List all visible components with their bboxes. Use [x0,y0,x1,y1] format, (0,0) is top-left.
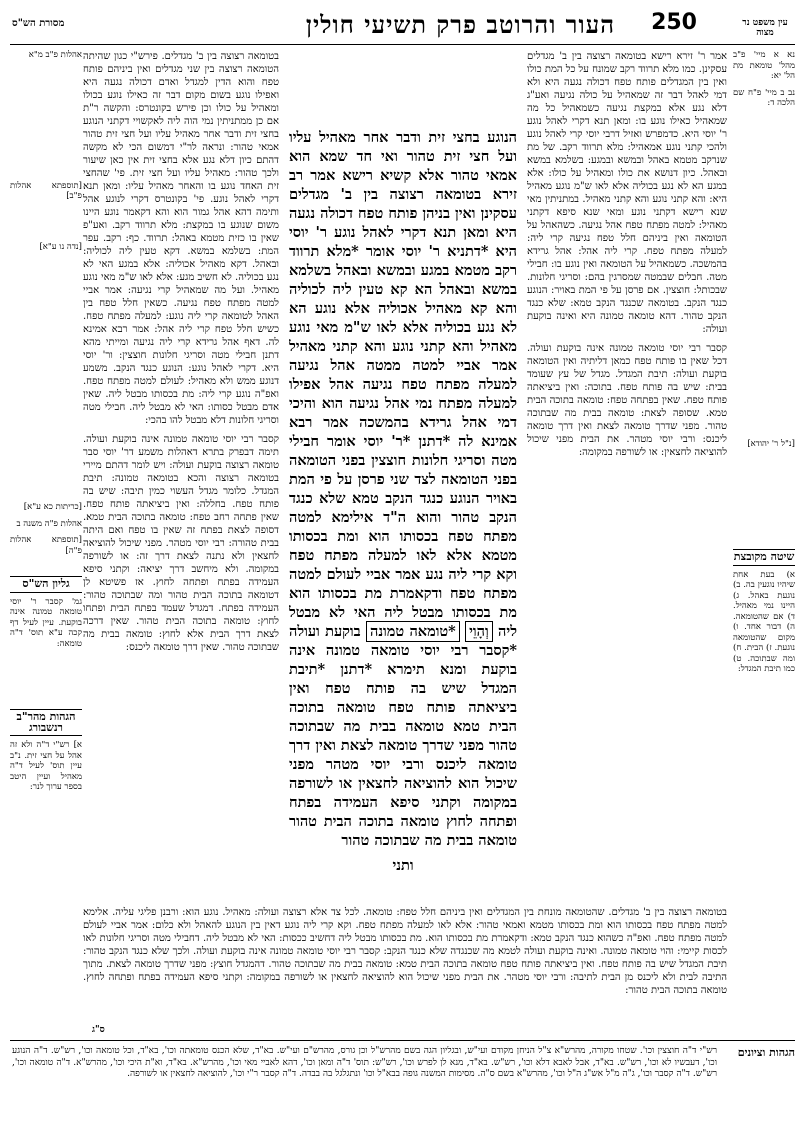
page-header [0,10,805,40]
gilyon-title: גליון הש"ס [10,576,82,593]
catchword-bottom: ס"ג [92,1025,105,1035]
masoret-entry: אהלות פ"ה משנה ב [16,518,82,529]
left-margin [10,50,82,1070]
gemara-text: בוקעת ועולה *קסבר רבי יוסי טומאה טמונה אינה בוקעת ומנא תימרא *דתנן *תיבת המגדל שיש בה פותח טפח ואין ביציאתה פותח טפח טומאה בתוכה הבית טמא טומאה בבית מה שבתוכה טהור מפני שדרך טומאה לצאת ואין דרך טומאה ליכנס ורבי יוסי מטהר מפני שיכול הוא להוציאה לחצאין או לשורפה במקומה וקתני סיפא העמידה בפתח ופתחה לחוץ טומאה בתוכה הבית טהור טומאה בבית מה שבתוכה טהור [289,623,517,849]
ein-mishpat-label: עין משפט נר מצוה [742,18,788,38]
header-divider [10,44,795,45]
footer-label: הגהות וציונים [737,1046,795,1059]
rashi-paragraph: קסבר רבי יוסי טומאה טמונה אינה בוקעת ועולה. דכל שאין בו פותח טפח כמאן דליתיה ואין הטומאה בוקעת ועולה: תיבת המגדל. מגדל של עץ שעומד בבית: שיש בה פותח טפח. בתוכה: ואין ביציאתה פותח טפח. שאין בפתחה טפח: טומאה בתוכה הבית טמא. שסופה לצאת: טומאה בבית מה שבתוכה טהור. מפני שדרך טומאה לצאת ואין דרך טומאה ליכנס: ורבי יוסי מטהר. את הבית מפני שיכול להוציאה לחצאין: או לשורפה במקומה: [527,343,727,458]
masoret-entry: [נדה נו ע"א] [39,241,82,252]
masoret-entry: [כריתות כא ע"א] [23,502,82,512]
gemara-column [289,128,517,898]
gemara-text: הנוגע בחצי זית ודבר אחר מאהיל עליו ועל חצי זית טהור ואי חד שמא הוא אמאי טהור אלא קשיא רישא אמר רב זירא בטומאה רצוצה בין ב' מגדלים עסקינן ואין בניהן פותח טפח דכולה נגעה היא ומאן תנא דקרי לאהל נוגע ר' יוסי היא *דתניא ר' יוסי אומר *מלא תרווד רקב מטמא במגע ובמשא ובאהל בשלמא במשא ובאהל הא קא טעין ליה לכוליה והא קא מאהיל אכוליה אלא נוגע הא לא נגע בכוליה אלא לאו ש"מ מאי נוגע מאהיל והא קתני נוגע והא קתני מאהיל אמר אביי למטה ממטה אהל נגיעה למעלה מפתח טפח נגיעה אהל אפילו למעלה מפתח נמי אהל נגיעה הוא והיכי דמי אהל גרידא בהמשכה אמר רבא אמינא לה *דתנן *ר' יוסי אומר חבילי מטה וסריגי חלונות חוצצין בפני הטומאה בפני הטומאה לצד שני פרסן על פי המת באויר הנוגע כנגד הנקב טמא שלא כנגד הנקב טהור והוא ה"ד אילימא למטה מפתח טפח בכסותו הוא ומת בכסותו מטמא אלא לאו למעלה מפתח טפח וקא קרי ליה נגע אמר אביי לעולם למטה מפתח טפח ודקאמרת מת בכסותו הוא מת בכסותו מבטל ליה האי לא מבטל ליה [289,129,517,640]
masoret-label: מסורת הש"ס [12,18,65,29]
masoret-entry: אהלות פ"ב מ"א [28,50,82,60]
shita-mekubetzet-text: א) בעת אחת שיהיו נוגעין בה. ב) נוגעת באהל. ג) היינו נמי מאהיל. ד) אם שהטומאה. ה) דבור אחד. ו) מקום שהטומאה נוגעת. ז) הבית. ח) ומה שבתוכה. ט) כמו תיבת המגדל: [733,569,795,674]
footer-divider [10,1040,795,1041]
page-number: 250 [651,10,697,35]
ein-mishpat-entry: נא א מיי' פ"ב מהל' טומאת מת הל' יא: [733,50,795,81]
hagahot-title: הגהות מהר"ב רנשבורג [10,709,82,736]
shita-mekubetzet-title: שיטה מקובצת [733,549,795,566]
rashi-paragraph: אמר ר' זירא רישא בטומאה רצוצה בין ב' מגדלים עסקינן. כמו מלא תרווד רקב שמונח על כל המת כולו ואין בין המגדלים פותח טפח דכולה נגעה היא ולא דמי לאהל דבר זה שמאהיל על כולה נגיעה ואע"ג דלא נגע אלא במקצת נגיעה כשמאהיל כל מה שמאהיל כאילו נוגע בו: ומאן תנא דקרי לאהל נוגע ר' יוסי היא. כדמפרש ואזיל דרבי יוסי קרי לאהל נוגע ולהכי קתני נוגע אמאהיל: מלא תרווד רקב. של מת שנרקב מטמא באהל ובמשא ובמגע: בשלמא במשא ובאהל. כיון דנושא את כולו ומאהיל על כולו: אלא במגע הא לא נגע בכוליה אלא לאו ש"מ נוגע מאהיל היא: והא קתני נוגע והא קתני מאהיל. במתניתין מאי שנא רישא דקתני נוגע ומאי שנא סיפא דקתני מאהיל: למטה מפתח טפח אהל נגיעה. כשהאהל על הטומאה ואין ביניהם חלל טפח נגיעה קרי ליה: למעלה מפתח טפח. קרי ליה אהל: אהל גרידא בהמשכה. כשמאהיל על הטומאה ואין נוגע בו: חבילי מטה. חבלים שבמטה שמסרגין בהם: וסריגי חלונות. שבכותל: חוצצין. אם פרסן על פי המת באויר: הנוגע כנגד הנקב. בטומאה שכנגד הנקב טמא: שלא כנגד הנקב טהור. דהא טומאה טמונה היא ואינה בוקעת ועולה: [527,51,727,335]
footer-notes: רש"י ד"ה חוצצין וכו'. שטחו מקורה, מהרש"א צ"ל הניחן מקודם ועי"ש, ובגליון הגה בשם מהרש"ל וכן גורס, מהרש"ם ועי"ש. בא"ד, שלא הכנס טומאתה וכו', בא"ד, וכל טומאה וכו', רש"ש. ד"ה הנוגע וכו', דעבשיו לא וכו', רש"ש. בא"ד, אבל לאבא דלא וכו', רש"ש. בא"ד, מנא לן לפרש וכו', רש"ש: תוס' ד"ה ומאן וכו', דהא לאביי מאי וכו', מהרש"א. בא"ד, וא"ת היכי וכו', מהרש"א. ד"ה טומאה וכו', רש"ש. ד"ה קסבר וכו', ג"ה מ"ל אש"ג ה"ל וכו', מהרש"א בשם ס"ה. מסימות המשנה גופה בבא"ל וכו' ונתגלגל בה בבדה. ד"ה קסבר ר"י וכו', להוציאה לחצאין או לשורפה. [12,1046,717,1079]
masoret-entry: [תוספתא אהלות פ"ב] [10,180,82,201]
catchword: ותני [392,857,414,874]
boxed-phrase: *טומאה טמונה [366,621,460,642]
gilyon-text: גמ' קסבר ר' יוסי טומאה טמונה אינה בוקעת. עיין לעיל דף קכה ע"א תוס' ד"ה טומאה: [10,596,82,649]
gemara-paragraph [289,128,517,850]
ein-mishpat-entry: נב ב מיי' פ"ח שם הלכה ד: [733,87,795,108]
bottom-commentary [83,906,727,1024]
bottom-commentary-text: בטומאה רצוצה בין ב' מגדלים. שהטומאה מונחת בין המגדלים ואין ביניהם חלל טפח: טומאה. לכל צד אלא רצוצה ועולה: מאהיל. נוגע הוא: ורבנן פליגי עליה. אלימא למטה מפתח טפח בכסותו הוא ומת בכסותו מטמא ואמאי טהור: אלא לאו למעלה מפתח טפח. וקא קרי ליה נוגע דאין בין הנוגע להאהל ולא כלום: אמר אביי לעולם למטה מפתח טפח. ואפ"ה כשהוא כנגד הנקב טמא: ודקאמרת מת בכסותו הוא. מת בכסותו מבטל ליה דחשיב ככסות: האי לא מבטל ליה. דחבילי מטה וסריגי חלונות לאו לכסות קיימי: והוי טומאה טמונה. ואינה בוקעת ועולה לטמא מה שכנגדה שלא כנגד הנקב: קסבר רבי יוסי טומאה טמונה אינה בוקעת ועולה. ולכך שלא כנגד הנקב טהור: תיבת המגדל שיש בה פותח טפח. ואין ביציאתה פותח טפח טומאה בתוכה הבית טמא: טומאה בבית מה שבתוכה טהור. דהמגדל חוצץ: מפני שדרך טומאה לצאת. מתוך התיבה לבית ולא ליכנס מן הבית לתיבה: ורבי יוסי מטהר. את הבית מפני שיכול הוא להוציאה לחצאין או לשורפה במקומה: וקתני סיפא העמידה בפתח ופתחה לחוץ. טומאה בתוכה הבית טהור: [83,907,727,996]
reference-note: [נ"ל ר' יהודא] [747,438,795,449]
hagahot-text: א] רש"י ד"ה ולא זה אהל על חצי זית. נ"ב עיין תוס' לעיל ד"ה מאהיל ועיין היטב בספר ערוך לנר: [10,740,82,792]
tosafot-paragraph: קסבר רבי יוסי טומאה טמונה אינה בוקעת ועולה. תימה דבפרק בתרא דאהלות משמע דר' יוסי סבר טומאה רצוצה בוקעת ועולה: ויש לומר דהתם מיירי בטומאה רצוצה והכא בטומאה טמונה: תיבת המגדל. כלומר מגדל העשוי כמין תיבה: שיש בה פותח טפח. בחללה: ואין ביציאתה פותח טפח. שאין פתחה רחב טפח: טומאה בתוכה הבית טמא. דסופה לצאת בפתח זה שאין בו טפח ואם היתה בבית טהורה: רבי יוסי מטהר. מפני שיכול להוציאה לחצאין ולא נתנה לצאת דרך זה: או לשורפה במקומה. ולא מיחשב דרך יציאה: וקתני סיפא העמידה בפתח ופתחה לחוץ. אז פשיטא לן דטומאה בתוכה הבית טהור ומה שבתוכה טהור: העמידה בפתח. דמגדל שעמד בפתח הבית ופתחו לחוץ: טומאה בתוכה הבית טהור. שאין דרכה לצאת דרך הבית אלא לחוץ: טומאה בבית מה שבתוכה טהור. שאין דרך טומאה ליכנס: [83,434,279,653]
masoret-entry: [תוספתא אהלות פ"ה] [10,535,82,556]
right-margin [733,50,795,1070]
rashi-column [527,50,727,900]
tosafot-paragraph: בטומאה רצוצה בין ב' מגדלים. פירש"י כגון שהיתה הטומאה רצוצה בין שני מגדלים ואין ביניהם פותח טפח והוא הדין למגדל ואדם דכולה נגעה היא ואפילו נוגע בשום מקום דבר זה כאילו נוגע בכולו ומאהיל על כולו וכן פירש בקונטרס: והקשה ר"ת אם כן ממתניתין נמי הוה ליה לאקשויי דקתני הנוגע בחצי זית ודבר אחר מאהיל עליו ועל חצי זית טהור אמאי טהור: ונראה לר"י דמשום הכי לא מקשה דהתם כיון דלא נגע אלא בחצי זית אין כאן שיעור ולכך טהור: מאהיל עליו ועל חצי זית. פי' שהחצי זית האחד נוגע בו והאחר מאהיל עליו: ומאן תנא דקרי לאהל נוגע. פי' בקונטרס דקרי לנוגע אהל ותימה דהא אהל גמור הוא והא דקאמר נוגע היינו משום שנוגע בו במקצת: מלא תרווד רקב. ואע"פ שאין בו כזית מטמא באהל: תרווד. כף: רקב. עפר המת: בשלמא במשא. דקא טעין ליה לכוליה: ובאהל. דקא מאהיל אכוליה: אלא במגע האי לא נגע בכוליה. לא חשיב מגע: אלא לאו ש"מ מאי נוגע מאהיל. ועל מה שמאהיל קרי נגיעה: אמר אביי למטה מפתח טפח נגיעה. כשאין חלל טפח בין האהל לטומאה קרי ליה נוגע: למעלה מפתח טפח. כשיש חלל טפח קרי ליה אהל: אמר רבא אמינא לה. דאף אהל גרידא קרי ליה נגיעה ומייתי מהא דתנן חבילי מטה וסריגי חלונות חוצצין: ור' יוסי היא. דקרי לאהל נוגע: הנוגע כנגד הנקב. משמע דנוגע ממש ולא מאהיל: לעולם למטה מפתח טפח. ואפ"ה נוגע קרי ליה: מת בכסותו מבטל ליה. שאין אדם מבטל כסותו: האי לא מבטל ליה. חבילי מטה וסריגי חלונות דלא מבטל להו בהכי: [83,51,279,426]
boxed-word: וְהָוֵי [465,621,493,642]
tosafot-column [83,50,279,900]
page-title: העור והרוטב פרק תשיעי חולין [305,10,615,39]
